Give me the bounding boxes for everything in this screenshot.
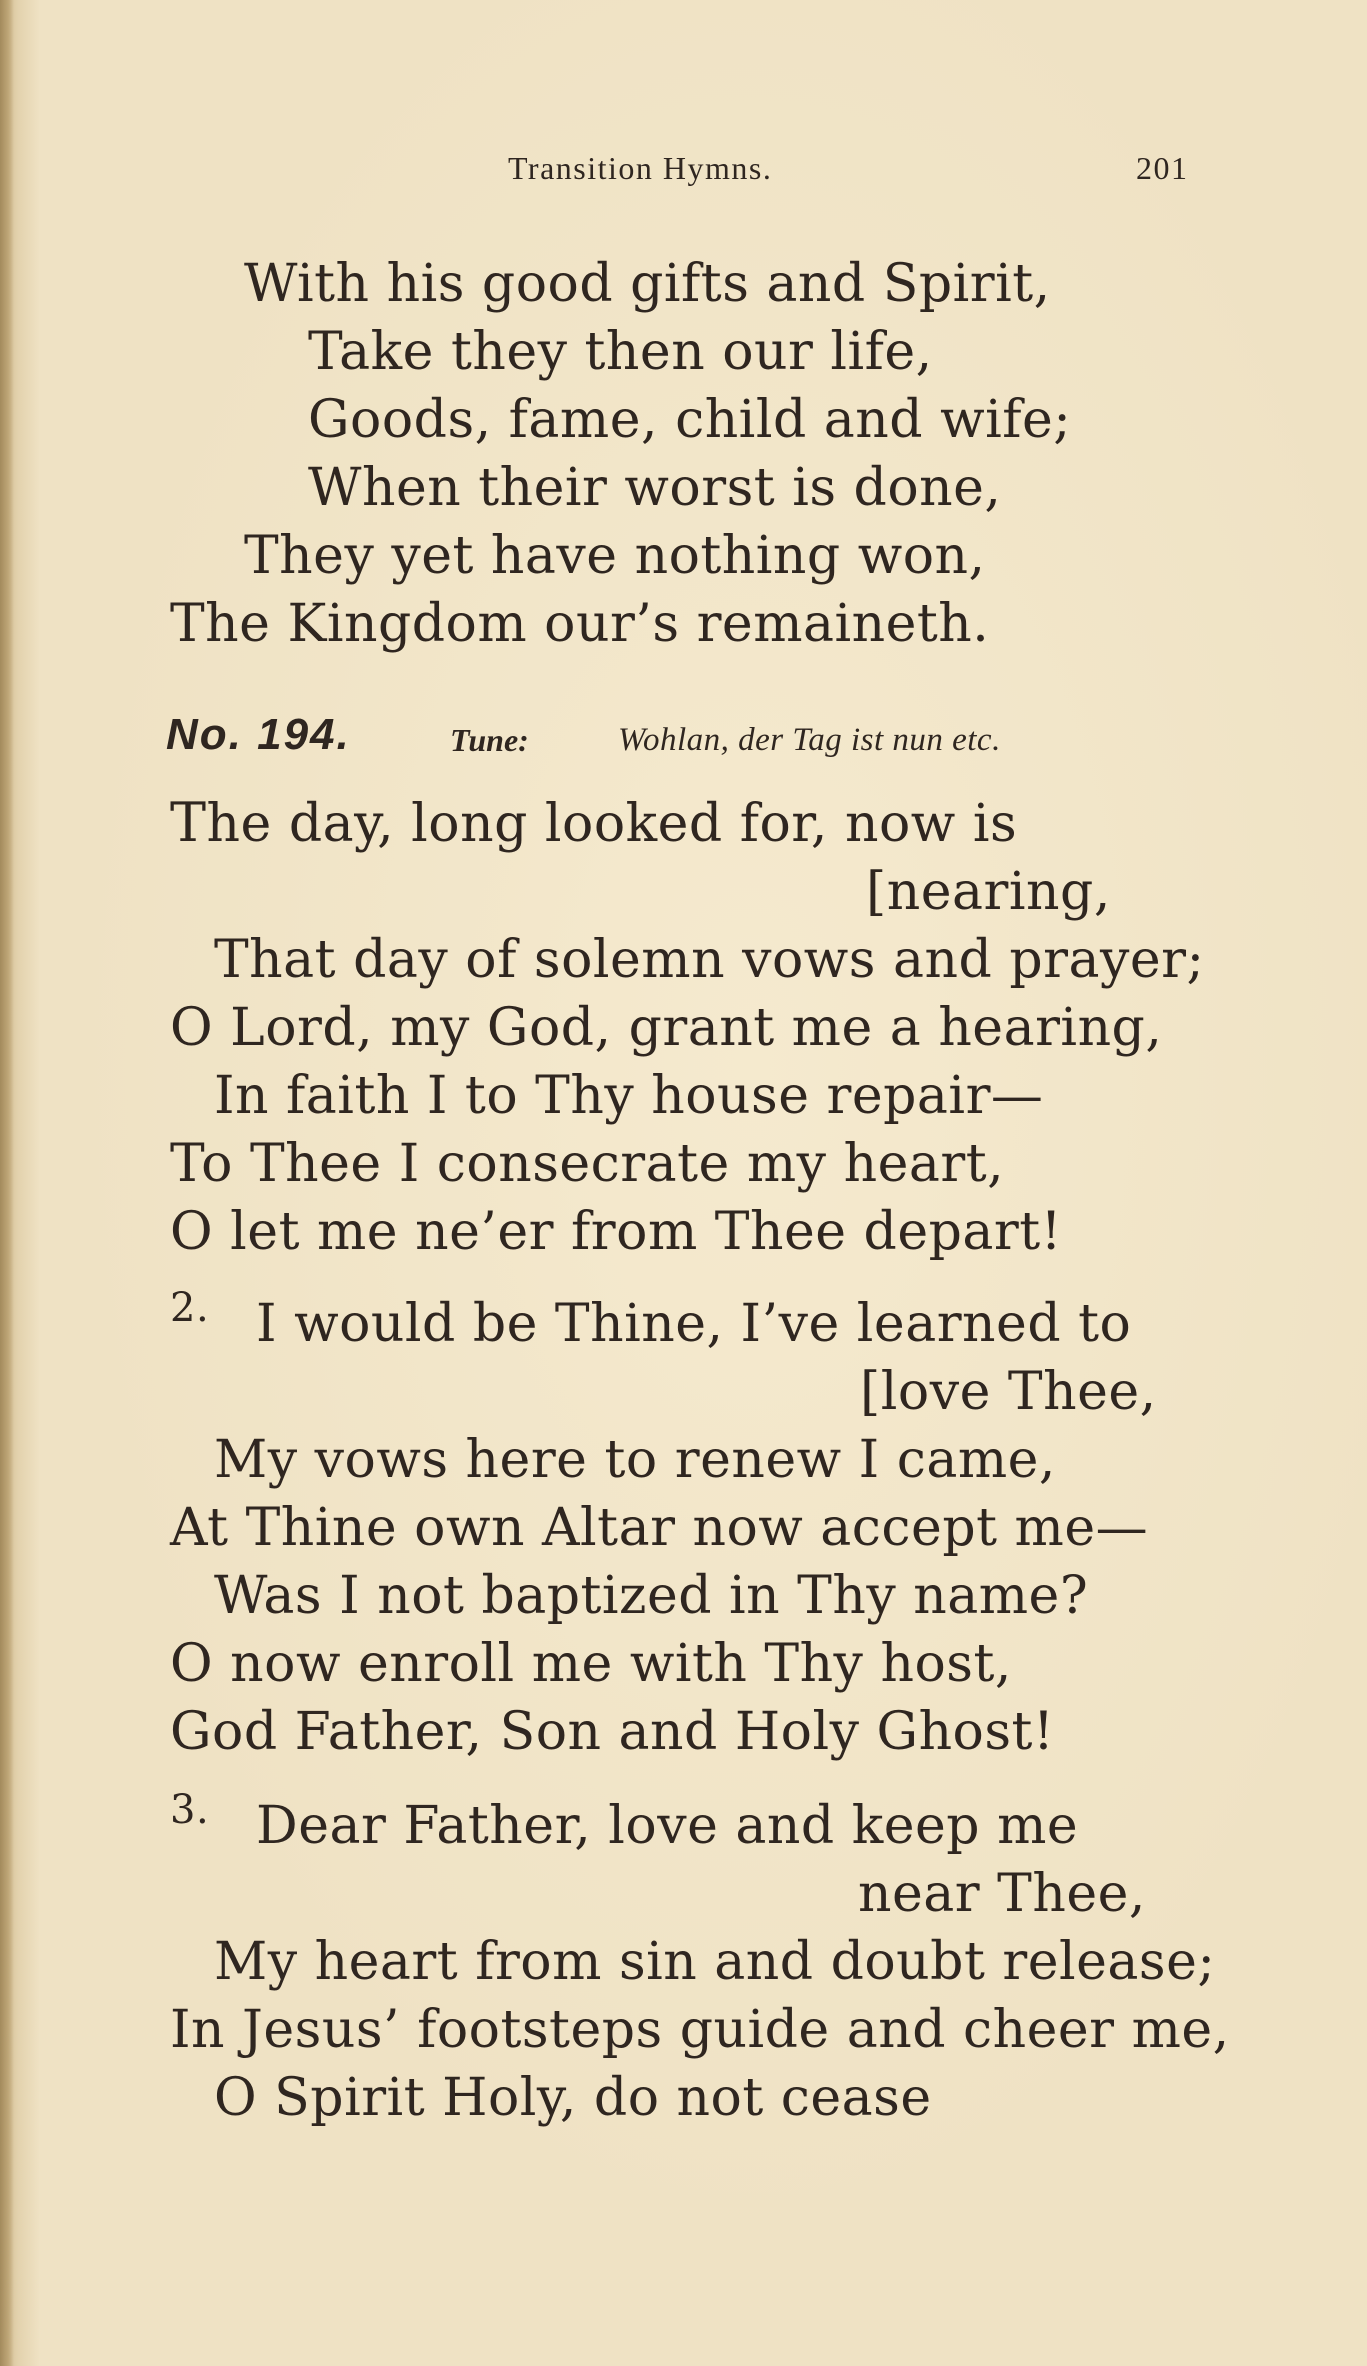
prev-line-3: Goods, fame, child and wife; bbox=[308, 390, 1072, 450]
verse3-number: 3. bbox=[170, 1787, 210, 1833]
verse1-line2: That day of solemn vows and prayer; bbox=[214, 930, 1205, 990]
verse1-line4: In faith I to Thy house repair— bbox=[214, 1066, 1044, 1126]
tune-label: Tune: bbox=[450, 722, 529, 758]
verse1-line1-text: he day, long looked for, now is bbox=[206, 794, 1018, 854]
prev-line-4: When their worst is done, bbox=[308, 458, 1002, 518]
verse2-line4: Was I not baptized in Thy name? bbox=[214, 1566, 1089, 1626]
prev-line-2: Take they then our life, bbox=[308, 322, 933, 382]
verse1-line1 bbox=[170, 791, 1018, 854]
tune-name: Wohlan, der Tag ist nun etc. bbox=[618, 722, 1001, 758]
verse3-line1: Dear Father, love and keep me bbox=[256, 1796, 1079, 1856]
verse3-line2: My heart from sin and doubt release; bbox=[214, 1932, 1216, 1992]
verse2-number: 2. bbox=[170, 1285, 210, 1331]
verse2-line3: At Thine own Altar now accept me— bbox=[170, 1498, 1149, 1558]
binding-edge bbox=[0, 0, 14, 2366]
prev-line-6: The Kingdom our’s remaineth. bbox=[170, 594, 990, 654]
running-title: Transition Hymns. bbox=[508, 150, 773, 186]
verse3-line1-cont: near Thee, bbox=[858, 1864, 1146, 1924]
verse2-line6: God Father, Son and Holy Ghost! bbox=[170, 1702, 1055, 1762]
verse1-line6: O let me ne’er from Thee depart! bbox=[170, 1202, 1063, 1262]
page-number: 201 bbox=[1136, 150, 1189, 186]
verse1-line5: To Thee I consecrate my heart, bbox=[170, 1134, 1005, 1194]
verse2-line1: I would be Thine, I’ve learned to bbox=[256, 1294, 1132, 1354]
verse3-line3: In Jesus’ footsteps guide and cheer me, bbox=[170, 2000, 1230, 2060]
verse1-line1-cont: [nearing, bbox=[866, 862, 1111, 922]
drop-cap-letter: T bbox=[170, 791, 207, 854]
verse1-line3: O Lord, my God, grant me a hearing, bbox=[170, 998, 1163, 1058]
verse3-line4: O Spirit Holy, do not cease bbox=[214, 2068, 932, 2128]
prev-line-1: With his good gifts and Spirit, bbox=[244, 254, 1051, 314]
verse2-line1-cont: [love Thee, bbox=[860, 1362, 1157, 1422]
verse2-line2: My vows here to renew I came, bbox=[214, 1430, 1056, 1490]
prev-line-5: They yet have nothing won, bbox=[244, 526, 986, 586]
verse2-line5: O now enroll me with Thy host, bbox=[170, 1634, 1012, 1694]
hymn-number: No. 194. bbox=[166, 710, 351, 759]
